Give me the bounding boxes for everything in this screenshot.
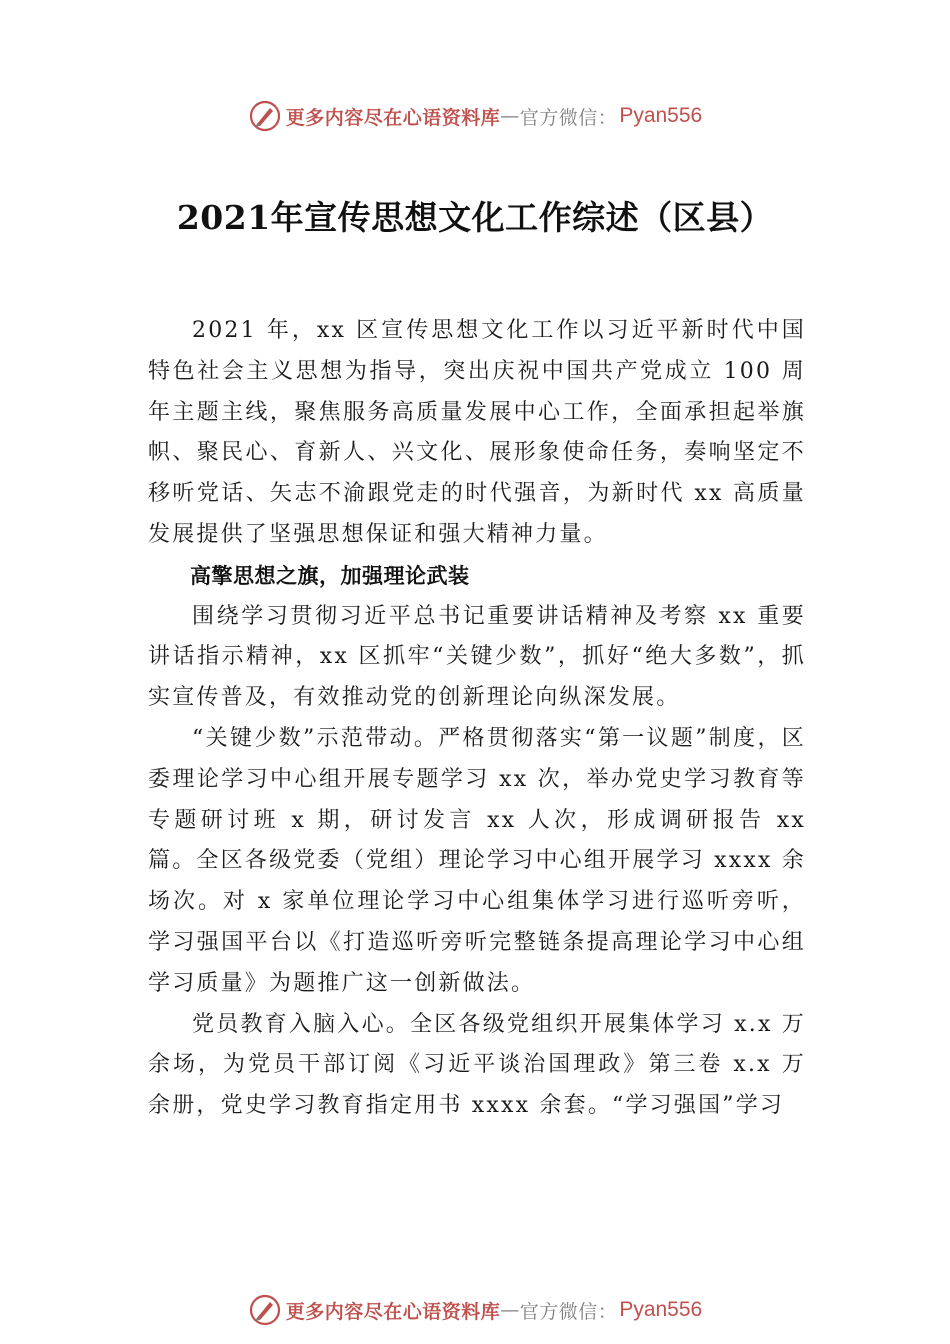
document-title: 2021年宣传思想文化工作综述（区县） [176, 198, 774, 237]
banner-wechat-id: Pyan556 [619, 1298, 703, 1321]
footer-banner [0, 1290, 950, 1330]
banner-prefix: 更多内容尽在心语资料库 [285, 1300, 501, 1323]
document-body [148, 311, 806, 1127]
paragraph-intro: 2021 年，xx 区宣传思想文化工作以习近平新时代中国特色社会主义思想为指导，突出庆祝中国共产党成立 100 周年主题主线，聚焦服务高质量发展中心工作，全面承担起举旗帜、聚民心、育新人、兴文化、展形象使命任务，奏响坚定不移听党话、矢志不渝跟党走的时代强音，为新时代 xx 高质量发展提供了坚强思想保证和强大精神力量。 [148, 318, 806, 547]
paragraph-party-education: 党员教育入脑入心。全区各级党组织开展集体学习 x.x 万余场，为党员干部订阅《习近平谈治国理政》第三卷 x.x 万余册，党史学习教育指定用书 xxxx 余套。“学习强国”学习 [148, 1011, 806, 1119]
paragraph-key-minority: “关键少数”示范带动。严格贯彻落实“第一议题”制度，区委理论学习中心组开展专题学习 xx 次，举办党史学习教育等专题研讨班 x 期，研讨发言 xx 人次，形成调研报告 xx 篇。全区各级党委（党组）理论学习中心组开展学习 xxxx 余场次。对 x 家单位理论学习中心组集体学习进行巡听旁听，学习强国平台以《打造巡听旁听完整链条提高理论学习中心组学习质量》为题推广这一创新做法。 [148, 725, 806, 996]
paragraph-overview: 围绕学习贯彻习近平总书记重要讲话精神及考察 xx 重要讲话指示精神，xx 区抓牢“关键少数”，抓好“绝大多数”，抓实宣传普及，有效推动党的创新理论向纵深发展。 [148, 603, 806, 711]
section-heading: 高擎思想之旗，加强理论武装 [190, 563, 470, 588]
banner-wechat-label: 官方微信： [519, 106, 618, 129]
banner-wechat-label: 官方微信： [519, 1300, 618, 1323]
pen-logo-icon [248, 1293, 282, 1327]
banner-dash: — [500, 1299, 520, 1321]
pen-logo-icon [248, 99, 282, 133]
banner-prefix: 更多内容尽在心语资料库 [285, 106, 501, 129]
banner-wechat-id: Pyan556 [619, 104, 703, 127]
header-banner [0, 96, 950, 136]
banner-dash: — [500, 105, 520, 127]
